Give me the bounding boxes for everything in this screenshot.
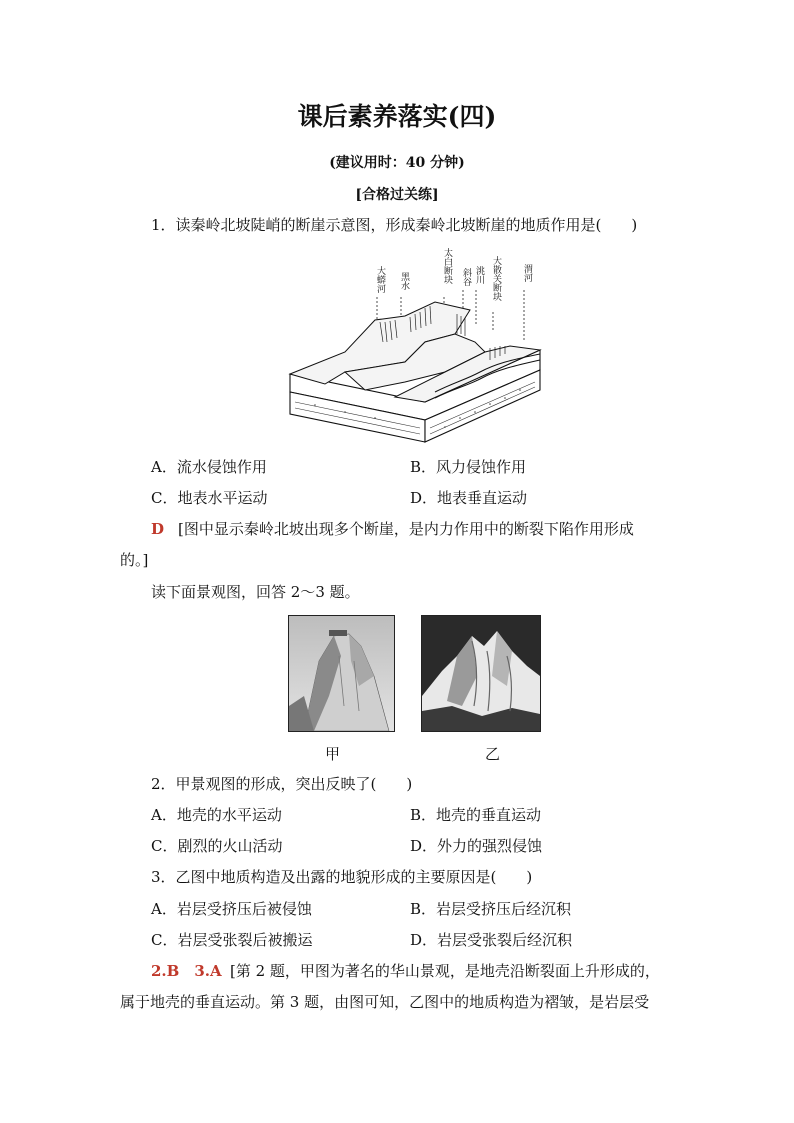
q1-option-b: B．风力侵蚀作用: [410, 458, 527, 476]
answer-2-3-text-2: 属于地壳的垂直运动。第 3 题，由图可知，乙图中的地质构造为褶皱，是岩层受: [120, 993, 650, 1011]
q2-option-a: A．地壳的水平运动: [151, 806, 282, 824]
caption-yi: 乙: [485, 745, 501, 763]
photo-jia: [288, 615, 395, 732]
q3-option-d: D．岩层受张裂后经沉积: [410, 931, 573, 949]
answer-2-3-letters: 2.B 3.A: [151, 962, 222, 980]
caption-jia: 甲: [325, 745, 341, 763]
q3-option-a: A．岩层受挤压后被侵蚀: [151, 900, 312, 918]
q2-option-d: D．外力的强烈侵蚀: [410, 837, 543, 855]
q2-stem: 2．甲景观图的形成，突出反映了( ): [151, 775, 413, 793]
q3-option-c: C．岩层受张裂后被搬运: [151, 931, 313, 949]
q1-answer-text-2: 的。]: [120, 551, 149, 569]
fault-block-diagram: [285, 242, 555, 447]
label-weihe: 渭河: [522, 264, 532, 282]
label-heishui: 黑水: [399, 272, 409, 290]
time-note: (建议用时：40 分钟): [329, 155, 465, 171]
q1-answer-letter: D: [151, 520, 165, 538]
photo-yi: [421, 615, 541, 732]
q3-option-b: B．岩层受挤压后经沉积: [410, 900, 572, 918]
q2-option-c: C．剧烈的火山活动: [151, 837, 283, 855]
label-taochuan: 洮川: [474, 266, 484, 284]
q1-option-d: D．地表垂直运动: [410, 489, 528, 507]
q2-option-b: B．地壳的垂直运动: [410, 806, 542, 824]
label-xiegu: 斜谷: [461, 268, 471, 286]
q1-option-c: C．地表水平运动: [151, 489, 268, 507]
fault-diagram-svg: [285, 242, 555, 447]
q1-option-a: A．流水侵蚀作用: [151, 458, 267, 476]
label-dasanguan: 大散关断块: [491, 256, 501, 301]
intro-2-3: 读下面景观图，回答 2～3 题。: [151, 583, 360, 601]
q3-stem: 3．乙图中地质构造及出露的地貌形成的主要原因是( ): [151, 868, 533, 886]
label-damanghe: 大蟒河: [375, 266, 385, 293]
q1-stem: 1．读秦岭北坡陡峭的断崖示意图，形成秦岭北坡断崖的地质作用是( ): [151, 216, 638, 234]
section-heading: [合格过关练]: [355, 187, 439, 203]
label-taibai: 太白断块: [442, 248, 452, 284]
page-title: 课后素养落实(四): [297, 102, 497, 131]
q1-answer-text: [图中显示秦岭北坡出现多个断崖，是内力作用中的断裂下陷作用形成: [178, 520, 634, 538]
answer-2-3-text-1: [第 2 题，甲图为著名的华山景观，是地壳沿断裂面上升形成的，: [230, 962, 660, 980]
